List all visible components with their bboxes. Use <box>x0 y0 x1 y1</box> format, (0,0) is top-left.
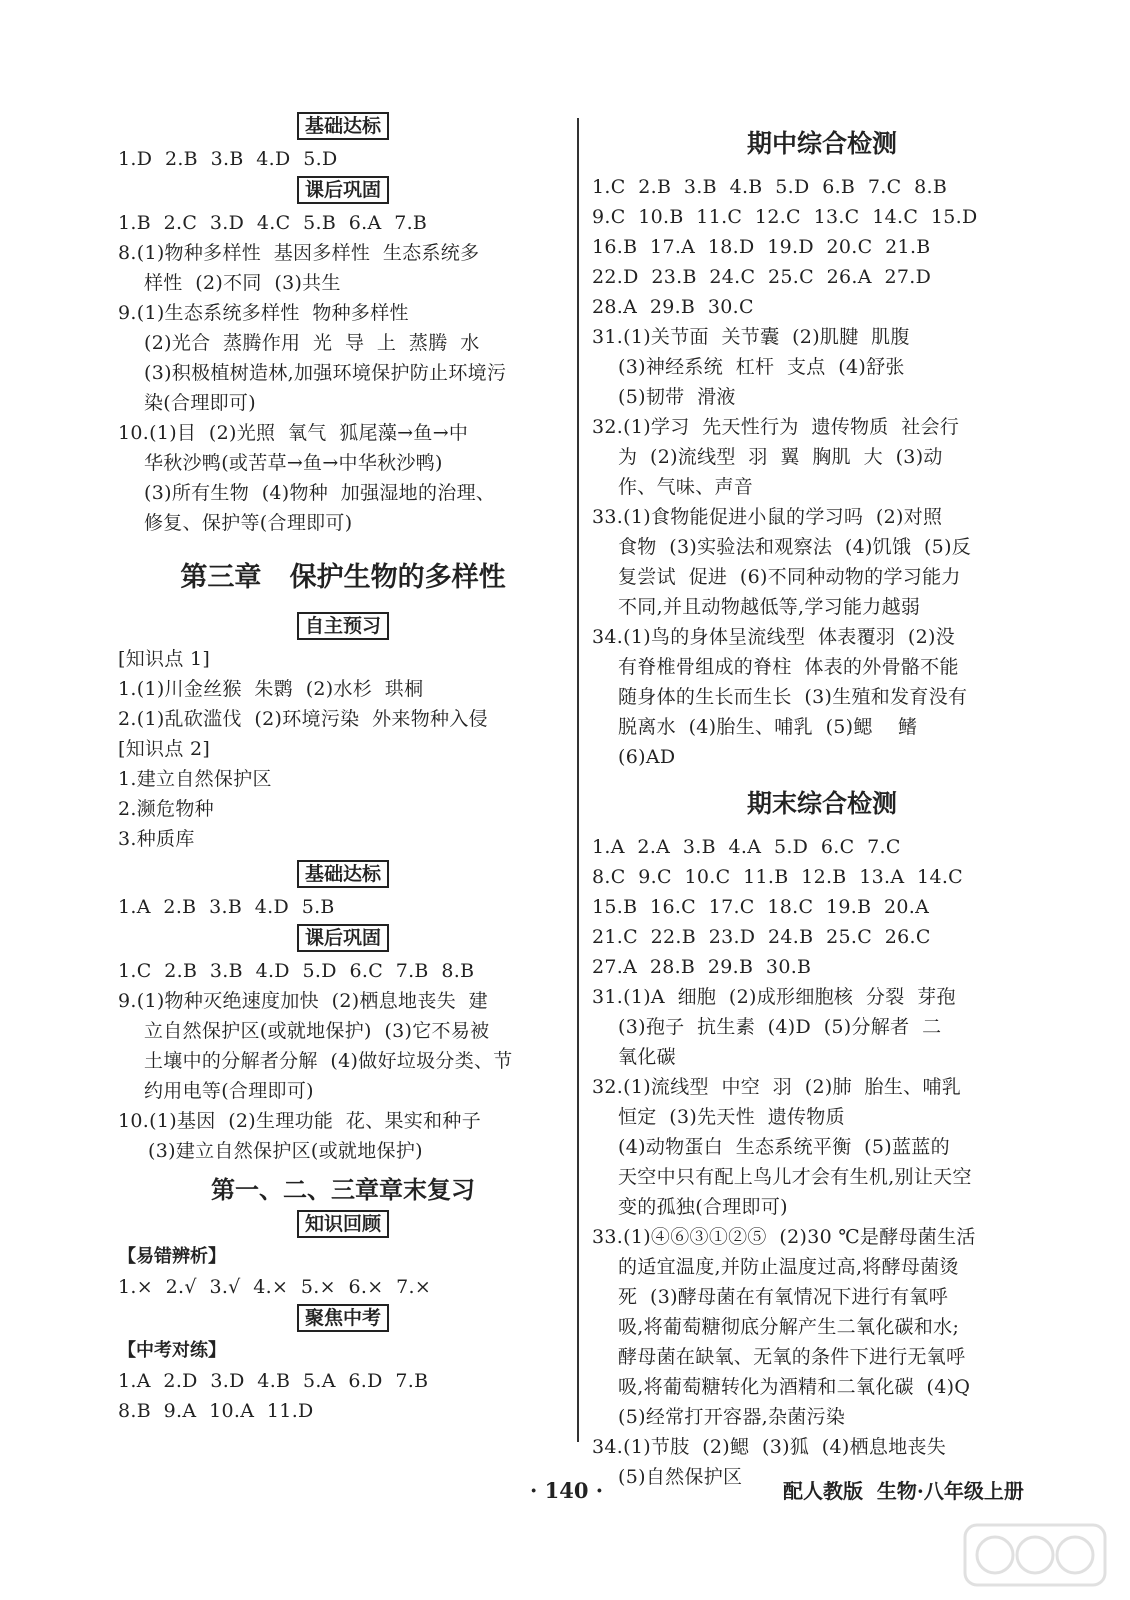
review-title: 第一、二、三章章末复习 <box>211 1175 475 1204</box>
answer-line: (5)自然保护区 <box>618 1466 743 1488</box>
answer-line: 随身体的生长而生长 (3)生殖和发育没有 <box>618 686 968 708</box>
section-box-consolidate: 课后巩固 <box>297 924 389 952</box>
left-column <box>118 110 568 1426</box>
answer-line: (6)AD <box>618 746 676 768</box>
section-box-exam: 聚焦中考 <box>297 1304 389 1332</box>
answer-line: 华秋沙鸭(或苦草→鱼→中华秋沙鸭) <box>144 452 443 474</box>
answer-line: 恒定 (3)先天性 遗传物质 <box>618 1106 845 1128</box>
answer-line: (4)动物蛋白 生态系统平衡 (5)蓝蓝的 <box>618 1136 950 1158</box>
answer-line: 34.(1)节肢 (2)鳃 (3)狐 (4)栖息地丧失 <box>592 1436 947 1458</box>
answer-line: 9.(1)物种灭绝速度加快 (2)栖息地丧失 建 <box>118 990 488 1012</box>
answer-line: 1.A 2.D 3.D 4.B 5.A 6.D 7.B <box>118 1370 429 1392</box>
answer-line: 1.建立自然保护区 <box>118 768 272 790</box>
answer-line: (2)光合 蒸腾作用 光 导 上 蒸腾 水 <box>144 332 480 354</box>
answer-line: 食物 (3)实验法和观察法 (4)饥饿 (5)反 <box>618 536 972 558</box>
answer-line: 天空中只有配上鸟儿才会有生机,别让天空 <box>618 1166 972 1188</box>
answer-line: 不同,并且动物越低等,学习能力越弱 <box>618 596 921 618</box>
final-exam-title: 期末综合检测 <box>746 789 897 818</box>
answer-line: 样性 (2)不同 (3)共生 <box>144 272 341 294</box>
answer-line: (3)积极植树造林,加强环境保护防止环境污 <box>144 362 507 384</box>
answer-line: 氧化碳 <box>618 1046 676 1068</box>
section-box-preview: 自主预习 <box>297 612 389 640</box>
answer-line: 土壤中的分解者分解 (4)做好垃圾分类、节 <box>144 1050 513 1072</box>
answer-line: 有脊椎骨组成的脊柱 体表的外骨骼不能 <box>618 656 959 678</box>
answer-line: (3)孢子 抗生素 (4)D (5)分解者 二 <box>618 1016 942 1038</box>
answer-line: 8.C 9.C 10.C 11.B 12.B 13.A 14.C <box>592 866 964 888</box>
answer-line: 染(合理即可) <box>144 392 256 414</box>
answer-line: 2.(1)乱砍滥伐 (2)环境污染 外来物种入侵 <box>118 708 488 730</box>
knowledge-point-label: [知识点 2] <box>118 738 211 760</box>
right-column <box>592 110 1052 1492</box>
section-box-basic: 基础达标 <box>297 860 389 888</box>
answer-line: (3)建立自然保护区(或就地保护) <box>148 1140 423 1162</box>
watermark-logo-icon <box>960 1520 1110 1590</box>
answer-line: 10.(1)目 (2)光照 氧气 狐尾藻→鱼→中 <box>118 422 469 444</box>
answer-line: 16.B 17.A 18.D 19.D 20.C 21.B <box>592 236 931 258</box>
answer-line: 变的孤独(合理即可) <box>618 1196 788 1218</box>
answer-line: 9.C 10.B 11.C 12.C 13.C 14.C 15.D <box>592 206 978 228</box>
chapter-title: 第三章 保护生物的多样性 <box>180 562 506 593</box>
answer-line: (3)神经系统 杠杆 支点 (4)舒张 <box>618 356 905 378</box>
tag-label: 【中考对练】 <box>118 1340 226 1361</box>
answer-line: 1.C 2.B 3.B 4.B 5.D 6.B 7.C 8.B <box>592 176 948 198</box>
answer-line: (3)所有生物 (4)物种 加强湿地的治理、 <box>144 482 496 504</box>
section-box-review: 知识回顾 <box>297 1210 389 1238</box>
knowledge-point-label: [知识点 1] <box>118 648 211 670</box>
answer-line: 1.A 2.B 3.B 4.D 5.B <box>118 896 335 918</box>
answer-line: 31.(1)A 细胞 (2)成形细胞核 分裂 芽孢 <box>592 986 956 1008</box>
answer-line: 2.濒危物种 <box>118 798 214 820</box>
answer-line: 的适宜温度,并防止温度过高,将酵母菌烫 <box>618 1256 959 1278</box>
answer-line: 22.D 23.B 24.C 25.C 26.A 27.D <box>592 266 932 288</box>
answer-line: 1.B 2.C 3.D 4.C 5.B 6.A 7.B <box>118 212 428 234</box>
answer-line: 1.D 2.B 3.B 4.D 5.D <box>118 148 338 170</box>
answer-line: 1.(1)川金丝猴 朱鹮 (2)水杉 珙桐 <box>118 678 424 700</box>
answer-line: 32.(1)流线型 中空 羽 (2)肺 胎生、哺乳 <box>592 1076 962 1098</box>
answer-line: 8.(1)物种多样性 基因多样性 生态系统多 <box>118 242 480 264</box>
answer-line: 8.B 9.A 10.A 11.D <box>118 1400 314 1422</box>
answer-line: 立自然保护区(或就地保护) (3)它不易被 <box>144 1020 490 1042</box>
answer-line: 作、气味、声音 <box>618 476 754 498</box>
answer-line: 32.(1)学习 先天性行为 遗传物质 社会行 <box>592 416 960 438</box>
page-footer <box>0 1471 1130 1511</box>
section-box-basic: 基础达标 <box>297 112 389 140</box>
answer-line: 1.C 2.B 3.B 4.D 5.D 6.C 7.B 8.B <box>118 960 475 982</box>
answer-line: 脱离水 (4)胎生、哺乳 (5)鳃 鳍 <box>618 716 918 738</box>
answer-line: 27.A 28.B 29.B 30.B <box>592 956 812 978</box>
answer-line: 3.种质库 <box>118 828 195 850</box>
answer-line: 31.(1)关节面 关节囊 (2)肌腱 肌腹 <box>592 326 910 348</box>
midterm-title: 期中综合检测 <box>746 129 897 158</box>
answer-line: 1.A 2.A 3.B 4.A 5.D 6.C 7.C <box>592 836 901 858</box>
answer-line: 15.B 16.C 17.C 18.C 19.B 20.A <box>592 896 930 918</box>
answer-line: 33.(1)④⑥③①②⑤ (2)30 ℃是酵母菌生活 <box>592 1226 976 1248</box>
answer-line: 10.(1)基因 (2)生理功能 花、果实和种子 <box>118 1110 482 1132</box>
answer-line: 约用电等(合理即可) <box>144 1080 314 1102</box>
answer-line: (5)韧带 滑液 <box>618 386 736 408</box>
section-box-consolidate: 课后巩固 <box>297 176 389 204</box>
answer-line: 死 (3)酵母菌在有氧情况下进行有氧呼 <box>618 1286 948 1308</box>
answer-line: 吸,将葡萄糖转化为酒精和二氧化碳 (4)Q <box>618 1376 971 1398</box>
answer-line: 为 (2)流线型 羽 翼 胸肌 大 (3)动 <box>618 446 943 468</box>
answer-line: 28.A 29.B 30.C <box>592 296 754 318</box>
tag-label: 【易错辨析】 <box>118 1246 226 1267</box>
column-divider <box>577 118 579 1442</box>
answer-line: 酵母菌在缺氧、无氧的条件下进行无氧呼 <box>618 1346 966 1368</box>
answer-line: 1.× 2.√ 3.√ 4.× 5.× 6.× 7.× <box>118 1276 432 1298</box>
answer-line: (5)经常打开容器,杂菌污染 <box>618 1406 846 1428</box>
answer-line: 9.(1)生态系统多样性 物种多样性 <box>118 302 409 324</box>
answer-line: 复尝试 促进 (6)不同种动物的学习能力 <box>618 566 961 588</box>
answer-line: 33.(1)食物能促进小鼠的学习吗 (2)对照 <box>592 506 943 528</box>
answer-line: 34.(1)鸟的身体呈流线型 体表覆羽 (2)没 <box>592 626 956 648</box>
answer-line: 修复、保护等(合理即可) <box>144 512 353 534</box>
page-number: · 140 · <box>530 1478 604 1503</box>
edition-label: 配人教版 生物·八年级上册 <box>783 1479 1024 1503</box>
answer-line: 21.C 22.B 23.D 24.B 25.C 26.C <box>592 926 931 948</box>
answer-line: 吸,将葡萄糖彻底分解产生二氧化碳和水; <box>618 1316 960 1338</box>
